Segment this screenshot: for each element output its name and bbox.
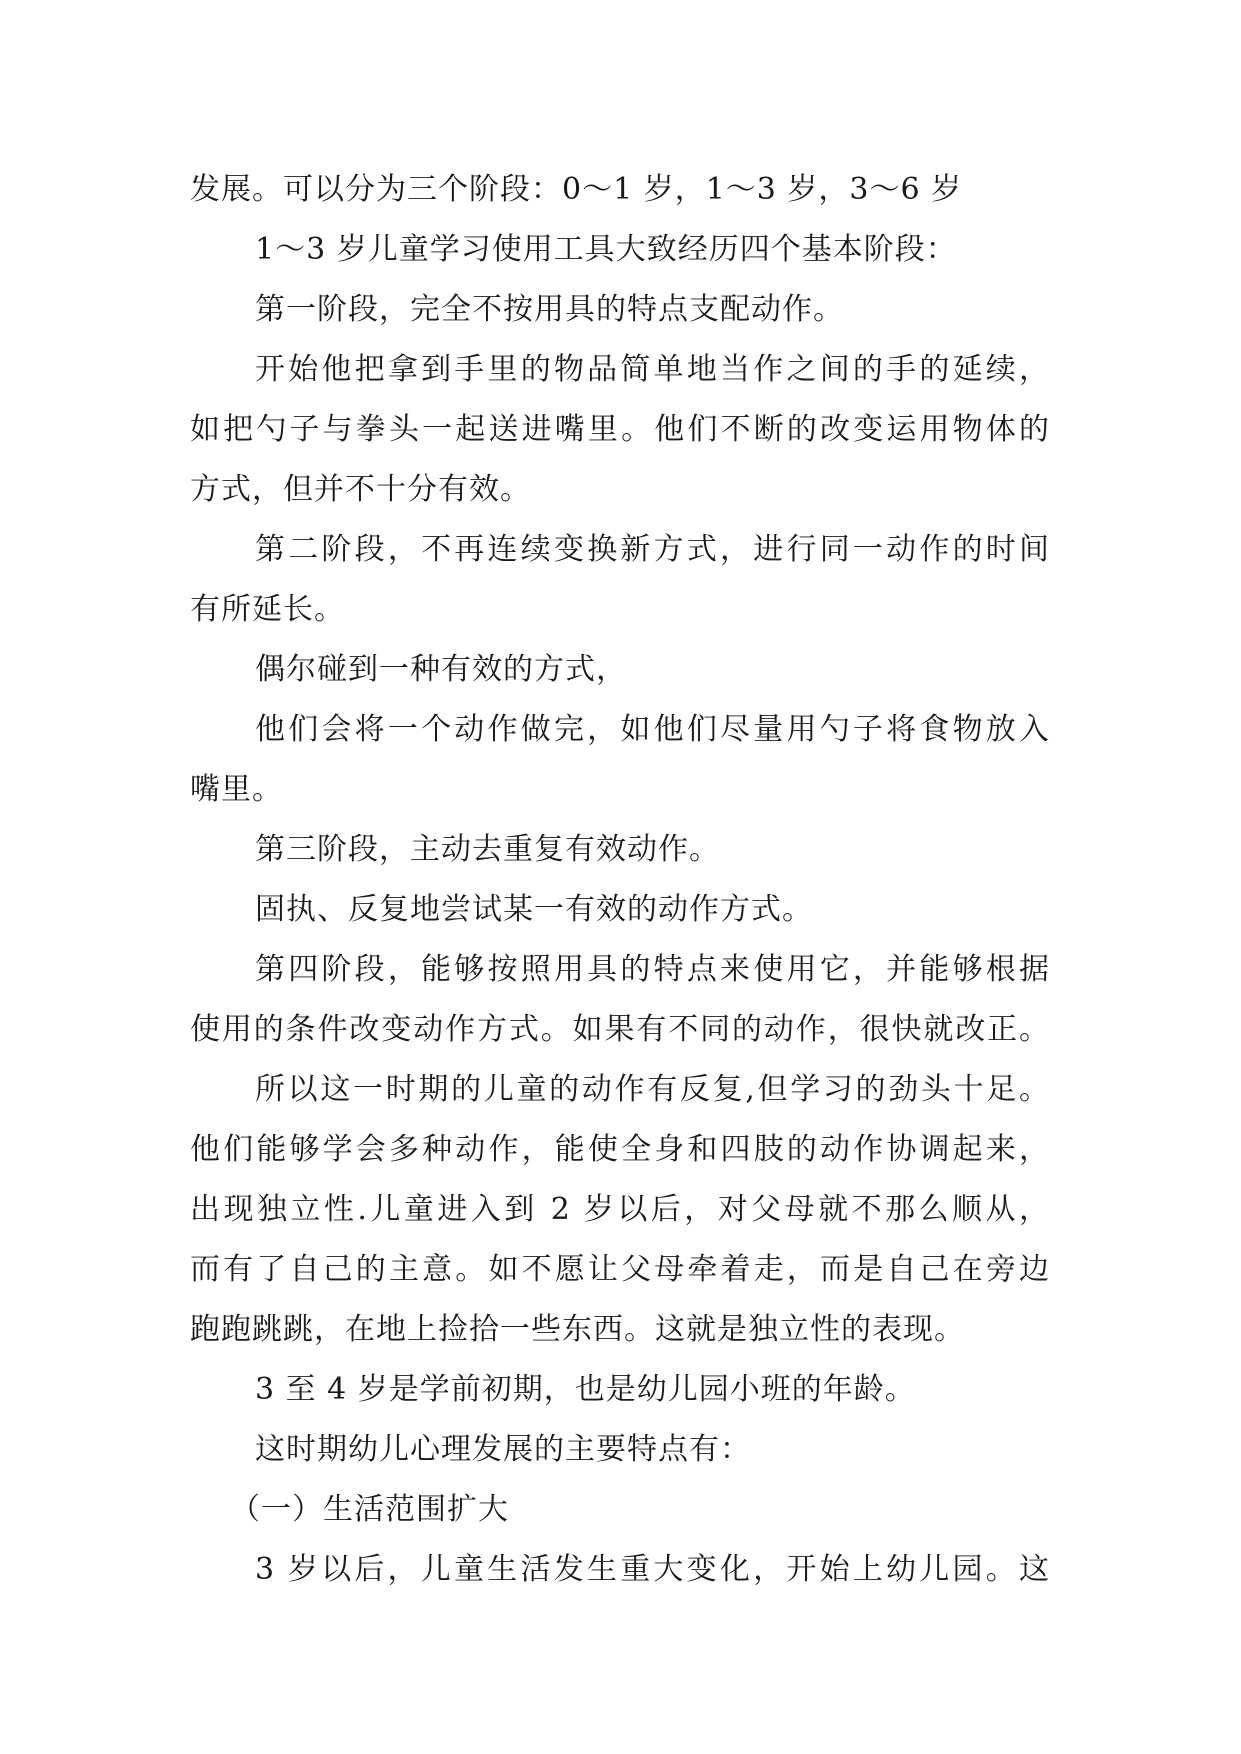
text-line: 跑跑跳跳，在地上捡拾一些东西。这就是独立性的表现。 (190, 1312, 965, 1347)
text-line: 偶尔碰到一种有效的方式， (255, 652, 627, 687)
text-line: 出现独立性.儿童进入到 2 岁以后，对父母就不那么顺从， (190, 1192, 1050, 1227)
text-line: 他们会将一个动作做完，如他们尽量用勺子将食物放入 (255, 712, 1050, 747)
text-line: 方式，但并不十分有效。 (190, 472, 531, 507)
text-line: 发展。可以分为三个阶段：0～1 岁，1～3 岁，3～6 岁 (190, 172, 963, 207)
text-line: 而有了自己的主意。如不愿让父母牵着走，而是自己在旁边 (190, 1252, 1050, 1287)
text-line: 第三阶段，主动去重复有效动作。 (255, 832, 720, 867)
text-line: 有所延长。 (190, 592, 345, 627)
text-line: 第四阶段，能够按照用具的特点来使用它，并能够根据 (255, 952, 1050, 987)
text-line: 3 岁以后，儿童生活发生重大变化，开始上幼儿园。这 (255, 1552, 1050, 1587)
text-line: 1～3 岁儿童学习使用工具大致经历四个基本阶段： (255, 232, 957, 267)
text-line: 第一阶段，完全不按用具的特点支配动作。 (255, 292, 844, 327)
section-heading: （一）生活范围扩大 (230, 1492, 509, 1527)
text-line: 这时期幼儿心理发展的主要特点有： (255, 1432, 751, 1467)
text-line: 固执、反复地尝试某一有效的动作方式。 (255, 892, 813, 927)
text-line: 3 至 4 岁是学前初期，也是幼儿园小班的年龄。 (255, 1372, 916, 1407)
text-line: 开始他把拿到手里的物品简单地当作之间的手的延续， (255, 352, 1050, 387)
text-line: 他们能够学会多种动作，能使全身和四肢的动作协调起来， (190, 1132, 1050, 1167)
document-body (190, 160, 1050, 1600)
text-line: 使用的条件改变动作方式。如果有不同的动作，很快就改正。 (190, 1012, 1050, 1047)
text-line: 第二阶段，不再连续变换新方式，进行同一动作的时间 (255, 532, 1050, 567)
text-line: 所以这一时期的儿童的动作有反复,但学习的劲头十足。 (255, 1072, 1050, 1107)
text-line: 嘴里。 (190, 772, 283, 807)
text-line: 如把勺子与拳头一起送进嘴里。他们不断的改变运用物体的 (190, 412, 1050, 447)
